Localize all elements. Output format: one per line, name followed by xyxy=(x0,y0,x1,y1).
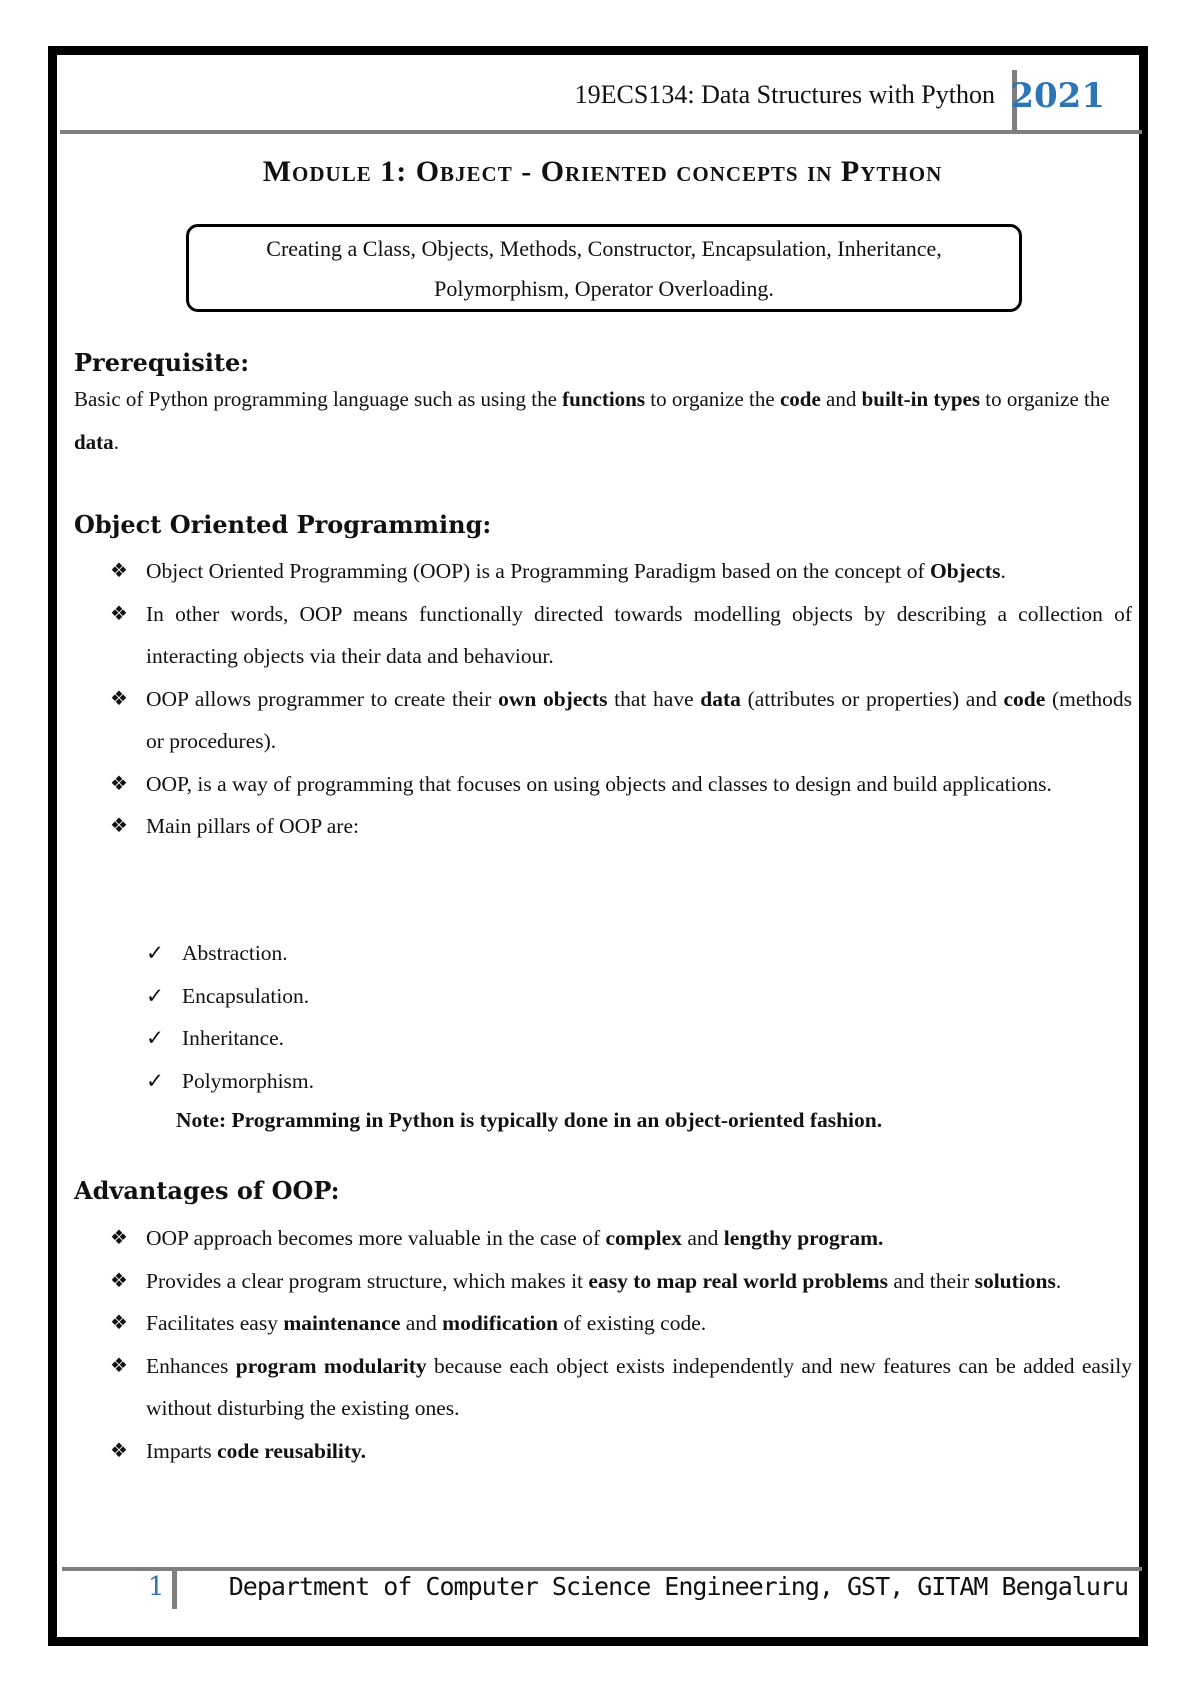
pillars-list xyxy=(110,932,1132,1102)
list-item xyxy=(110,550,1132,593)
text: OOP, is a way of programming that focuses on using objects and classes to design and build applications. xyxy=(146,771,1052,796)
bold-text: program modularity xyxy=(235,1353,427,1378)
text: to organize the xyxy=(980,387,1110,411)
bold-text: own objects xyxy=(498,686,608,711)
course-title: 19ECS134: Data Structures with Python xyxy=(574,80,995,109)
text: (methods or procedures). xyxy=(146,686,1132,753)
text: . xyxy=(1000,559,1006,583)
pillar-item xyxy=(110,1017,1132,1060)
text: Polymorphism. xyxy=(182,1068,315,1093)
bold-text: complex xyxy=(605,1226,682,1250)
header-year: 2021 xyxy=(1010,76,1105,116)
bold-text: Objects xyxy=(929,559,1001,583)
checkmark-icon: ✓ xyxy=(146,941,165,965)
oop-heading: Object Oriented Programming: xyxy=(74,510,492,539)
page-number: 1 xyxy=(148,1572,165,1602)
bold-text: maintenance xyxy=(283,1311,401,1335)
list-item xyxy=(110,593,1132,678)
text: OOP allows programmer to create their xyxy=(146,686,499,711)
bold-text: modification xyxy=(442,1311,559,1335)
bold-text: solutions xyxy=(974,1268,1056,1293)
text: Facilitates easy xyxy=(146,1311,284,1335)
diamond-bullet-icon: ❖ xyxy=(110,602,128,625)
footer-rule xyxy=(62,1567,1142,1571)
pillar-item xyxy=(110,975,1132,1018)
diamond-bullet-icon: ❖ xyxy=(110,772,128,795)
text: In other words, OOP means functionally directed towards modelling objects by describing a collection of interacting objects via their data and behaviour. xyxy=(146,601,1132,668)
bold-text: code reusability. xyxy=(217,1438,366,1463)
text: and xyxy=(400,1311,443,1335)
topics-box xyxy=(186,224,1022,312)
text: Imparts xyxy=(146,1438,218,1463)
text: and their xyxy=(888,1268,975,1293)
diamond-bullet-icon: ❖ xyxy=(110,687,128,710)
topics-line-1: Creating a Class, Objects, Methods, Constructor, Encapsulation, Inheritance, xyxy=(266,236,942,261)
advantages-heading: Advantages of OOP: xyxy=(74,1176,340,1205)
list-item xyxy=(110,1260,1132,1303)
bold-text: built-in types xyxy=(861,387,981,411)
bold-text: data xyxy=(74,430,114,454)
text: Basic of Python programming language such as using the xyxy=(74,387,563,411)
diamond-bullet-icon: ❖ xyxy=(110,1439,128,1462)
bold-text: easy to map real world problems xyxy=(588,1268,888,1293)
text: Inheritance. xyxy=(182,1026,285,1050)
list-item xyxy=(110,678,1132,763)
diamond-bullet-icon: ❖ xyxy=(110,815,128,837)
text: Enhances xyxy=(146,1353,236,1378)
module-title: Module 1: Object - Oriented concepts in Python xyxy=(262,155,943,188)
text: OOP approach becomes more valuable in the case of xyxy=(146,1226,606,1250)
topics-line-2: Polymorphism, Operator Overloading. xyxy=(434,276,774,301)
diamond-bullet-icon: ❖ xyxy=(110,1312,128,1334)
text: and xyxy=(681,1226,724,1250)
checkmark-icon: ✓ xyxy=(146,983,165,1008)
text: . xyxy=(1055,1268,1062,1293)
checkmark-icon: ✓ xyxy=(146,1068,165,1093)
list-item xyxy=(110,1302,1132,1345)
diamond-bullet-icon: ❖ xyxy=(110,1227,128,1249)
bold-text: code xyxy=(779,387,821,411)
department-name: Department of Computer Science Engineering, GST, GITAM Bengaluru xyxy=(228,1572,1128,1601)
text: Provides a clear program structure, which makes it xyxy=(146,1268,589,1293)
diamond-bullet-icon: ❖ xyxy=(110,560,128,582)
text: Encapsulation. xyxy=(182,983,310,1008)
list-item xyxy=(110,805,1132,848)
text: Main pillars of OOP are: xyxy=(146,814,359,838)
bold-text: data xyxy=(700,686,741,711)
diamond-bullet-icon: ❖ xyxy=(110,1354,128,1377)
page-header xyxy=(60,70,1145,132)
text: that have xyxy=(607,686,701,711)
bold-text: functions xyxy=(562,387,646,411)
list-item xyxy=(110,763,1132,806)
text: to organize the xyxy=(645,387,780,411)
text: . xyxy=(113,430,119,454)
pillar-item xyxy=(110,932,1132,975)
oop-bullet-list xyxy=(110,550,1132,848)
bold-text: code xyxy=(1003,686,1046,711)
advantages-bullet-list xyxy=(110,1217,1132,1472)
text: and xyxy=(820,387,862,411)
text: because each object exists independently and new features can be added easily without disturbing the existing ones. xyxy=(146,1353,1132,1420)
text: Abstraction. xyxy=(182,941,288,965)
list-item xyxy=(110,1345,1132,1430)
header-rule xyxy=(60,130,1142,134)
text: of existing code. xyxy=(558,1311,707,1335)
prerequisite-text xyxy=(74,378,1134,464)
checkmark-icon: ✓ xyxy=(146,1026,165,1050)
list-item xyxy=(110,1430,1132,1473)
list-item xyxy=(110,1217,1132,1260)
bold-text: lengthy program. xyxy=(723,1226,884,1250)
text: Object Oriented Programming (OOP) is a Programming Paradigm based on the concept of xyxy=(146,559,930,583)
text: (attributes or properties) and xyxy=(740,686,1004,711)
pillar-item xyxy=(110,1060,1132,1103)
note-text: Note: Programming in Python is typically done in an object-oriented fashion. xyxy=(176,1108,883,1132)
diamond-bullet-icon: ❖ xyxy=(110,1269,128,1292)
prerequisite-heading: Prerequisite: xyxy=(74,348,250,377)
footer-divider xyxy=(172,1571,177,1609)
